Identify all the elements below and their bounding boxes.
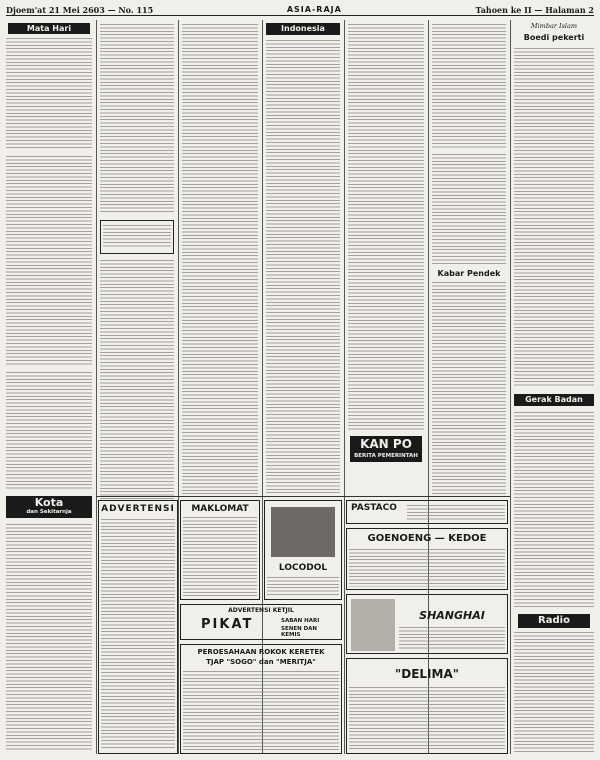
advertensi-block: [98, 500, 178, 754]
column-7: [512, 20, 596, 754]
locodol-title: LOCODOL: [278, 563, 328, 573]
kota-title: Kota: [34, 496, 64, 509]
kan-po-box: [350, 436, 422, 462]
locodol-ad: [264, 500, 342, 600]
delima-ad: [346, 658, 508, 754]
advertensi-ketjil-ad: [180, 604, 342, 640]
goenoeng-title: GOENOENG — KEDOE: [367, 533, 487, 544]
tjap-title: TJAP "SOGO" dan "MERITJA": [206, 658, 316, 666]
article-body: [100, 260, 174, 500]
article-body: [100, 24, 174, 214]
article-body: [6, 156, 92, 366]
column-rule: [510, 20, 511, 754]
radio-schedule: [514, 632, 594, 752]
goenoeng-text: [349, 549, 505, 587]
shanghai-title: SHANGHAI: [419, 609, 485, 622]
article-body: [348, 24, 424, 432]
advertensi-title: ADVERTENSI: [101, 504, 175, 514]
article-body: [182, 24, 258, 494]
column-rule: [178, 20, 179, 754]
column-rule: [344, 20, 345, 754]
article-body: [6, 524, 92, 750]
pikat-tagline-2: SENEN DAN KEMIS: [281, 626, 318, 638]
shanghai-text: [399, 627, 505, 649]
cigarette-pack-illustration: [351, 599, 395, 651]
edition-info: Tahoen ke II — Halaman 2: [475, 4, 594, 15]
article-body: [432, 282, 506, 494]
radio-banner: Radio: [518, 614, 590, 628]
maklomat-text: [183, 517, 257, 597]
rokok-ad: [180, 644, 342, 754]
locodol-text: [267, 577, 339, 597]
paper-name: ASIA-RAJA: [286, 5, 342, 14]
kan-po-subtitle: BERITA PEMERINTAH: [354, 453, 418, 459]
issue-date: Djoem'at 21 Mei 2603 — No. 115: [6, 4, 154, 15]
shanghai-ad: [346, 594, 508, 654]
pastaco-text: [407, 505, 505, 521]
gerak-banner: Gerak Badan: [514, 394, 594, 406]
kota-subtitle: dan Sekitarnja: [26, 509, 72, 515]
article-body: [432, 24, 506, 148]
maklomat-title: MAKLOMAT: [191, 504, 249, 514]
adv-ketjil-title: ADVERTENSI KETJIL: [228, 607, 294, 614]
goenoeng-ad: [346, 528, 508, 590]
classified-ads: [101, 519, 175, 749]
kabar-heading: Kabar Pendek: [437, 269, 501, 278]
kota-banner: [6, 496, 92, 518]
kan-po-title: KAN PO: [360, 437, 412, 451]
notice-text: [103, 225, 171, 249]
perusahaan-title: PEROESAHAAN ROKOK KERETEK: [197, 648, 325, 656]
article-body: [514, 48, 594, 388]
pikat-tagline-1: SABAN HARI: [281, 618, 320, 624]
article-body: [432, 154, 506, 264]
delima-text: [349, 687, 505, 751]
article-body: [514, 412, 594, 608]
masthead: [6, 4, 594, 16]
article-body: [6, 38, 92, 150]
article-body: [266, 40, 340, 494]
mimbar-heading: Mimbar Islam: [530, 22, 578, 30]
column-rule: [96, 20, 97, 754]
notice-box: [100, 220, 174, 254]
rokok-text: [183, 671, 339, 751]
pastaco-title: PASTACO: [351, 503, 397, 513]
pastaco-ad: [346, 500, 508, 524]
pikat-title: PIKAT: [201, 617, 254, 632]
indonesia-banner: Indonesia: [266, 23, 340, 35]
delima-title: "DELIMA": [394, 667, 459, 681]
article-body: [6, 372, 92, 490]
product-illustration: [271, 507, 335, 557]
boedi-heading: Boedi pekerti: [523, 33, 585, 42]
mata-hari-banner: Mata Hari: [8, 23, 90, 34]
maklomat-ad: [180, 500, 260, 600]
column-1: [4, 20, 94, 754]
section-rule: [96, 496, 510, 497]
